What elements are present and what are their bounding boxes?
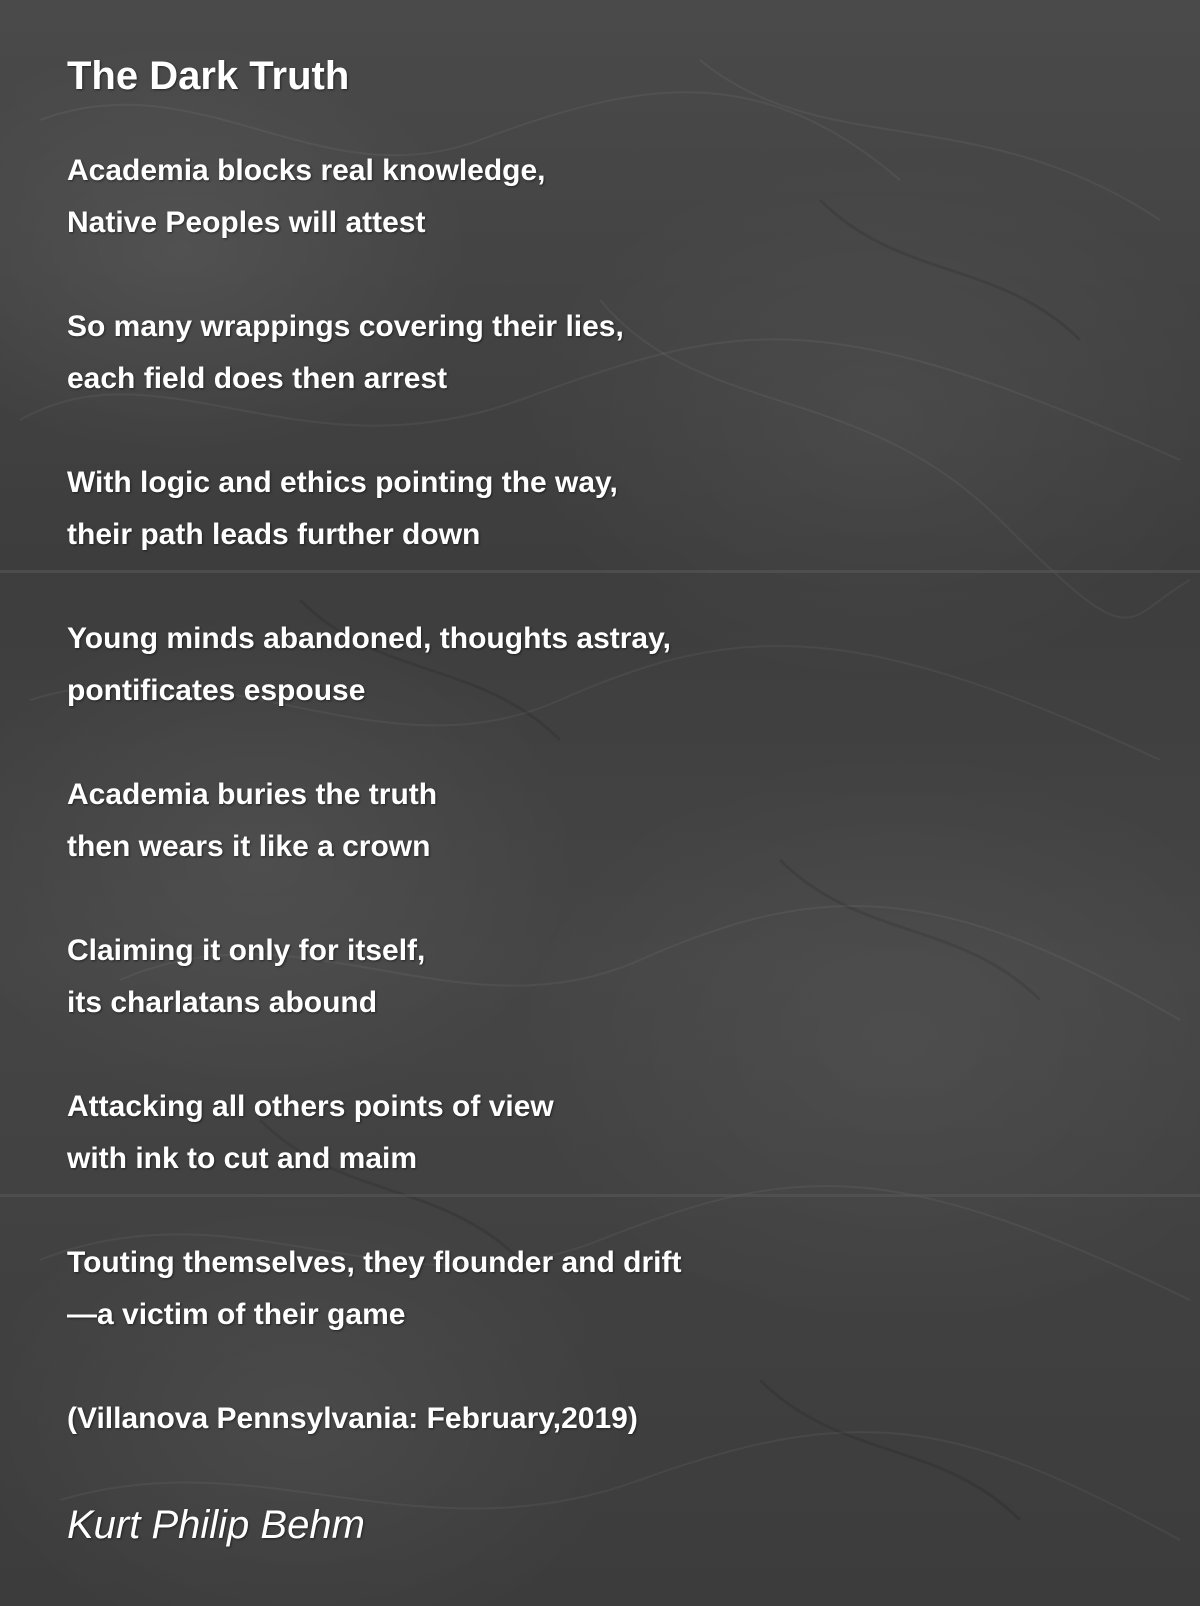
poem-line: with ink to cut and maim	[67, 1142, 418, 1175]
poem-dateline: (Villanova Pennsylvania: February,2019)	[67, 1402, 638, 1435]
poem-line: Young minds abandoned, thoughts astray,	[67, 622, 671, 655]
poem-line: pontificates espouse	[67, 674, 366, 707]
stanza	[67, 613, 1147, 717]
stanza	[67, 925, 1147, 1029]
stanza	[67, 145, 1147, 249]
poem-line: Attacking all others points of view	[67, 1090, 554, 1123]
poem-line: With logic and ethics pointing the way,	[67, 466, 618, 499]
poem-line: then wears it like a crown	[67, 830, 431, 863]
poem-line: Claiming it only for itself,	[67, 934, 426, 967]
poem-line: Native Peoples will attest	[67, 206, 426, 239]
poem-line: Touting themselves, they flounder and drift	[67, 1246, 682, 1279]
stanza	[67, 457, 1147, 561]
poem-line: its charlatans abound	[67, 986, 378, 1019]
poem-line: Academia buries the truth	[67, 778, 438, 811]
stanza	[67, 769, 1147, 873]
stanza	[67, 1081, 1147, 1185]
poem-line: each field does then arrest	[67, 362, 448, 395]
poem-line: So many wrappings covering their lies,	[67, 310, 624, 343]
stanza	[67, 1237, 1147, 1341]
poem-author: Kurt Philip Behm	[67, 1503, 365, 1547]
poem-line: their path leads further down	[67, 518, 481, 551]
stanza	[67, 301, 1147, 405]
poem-card	[67, 50, 1147, 1551]
poem-line: —a victim of their game	[67, 1298, 406, 1331]
poem-line: Academia blocks real knowledge,	[67, 154, 546, 187]
poem-title: The Dark Truth	[67, 54, 350, 98]
